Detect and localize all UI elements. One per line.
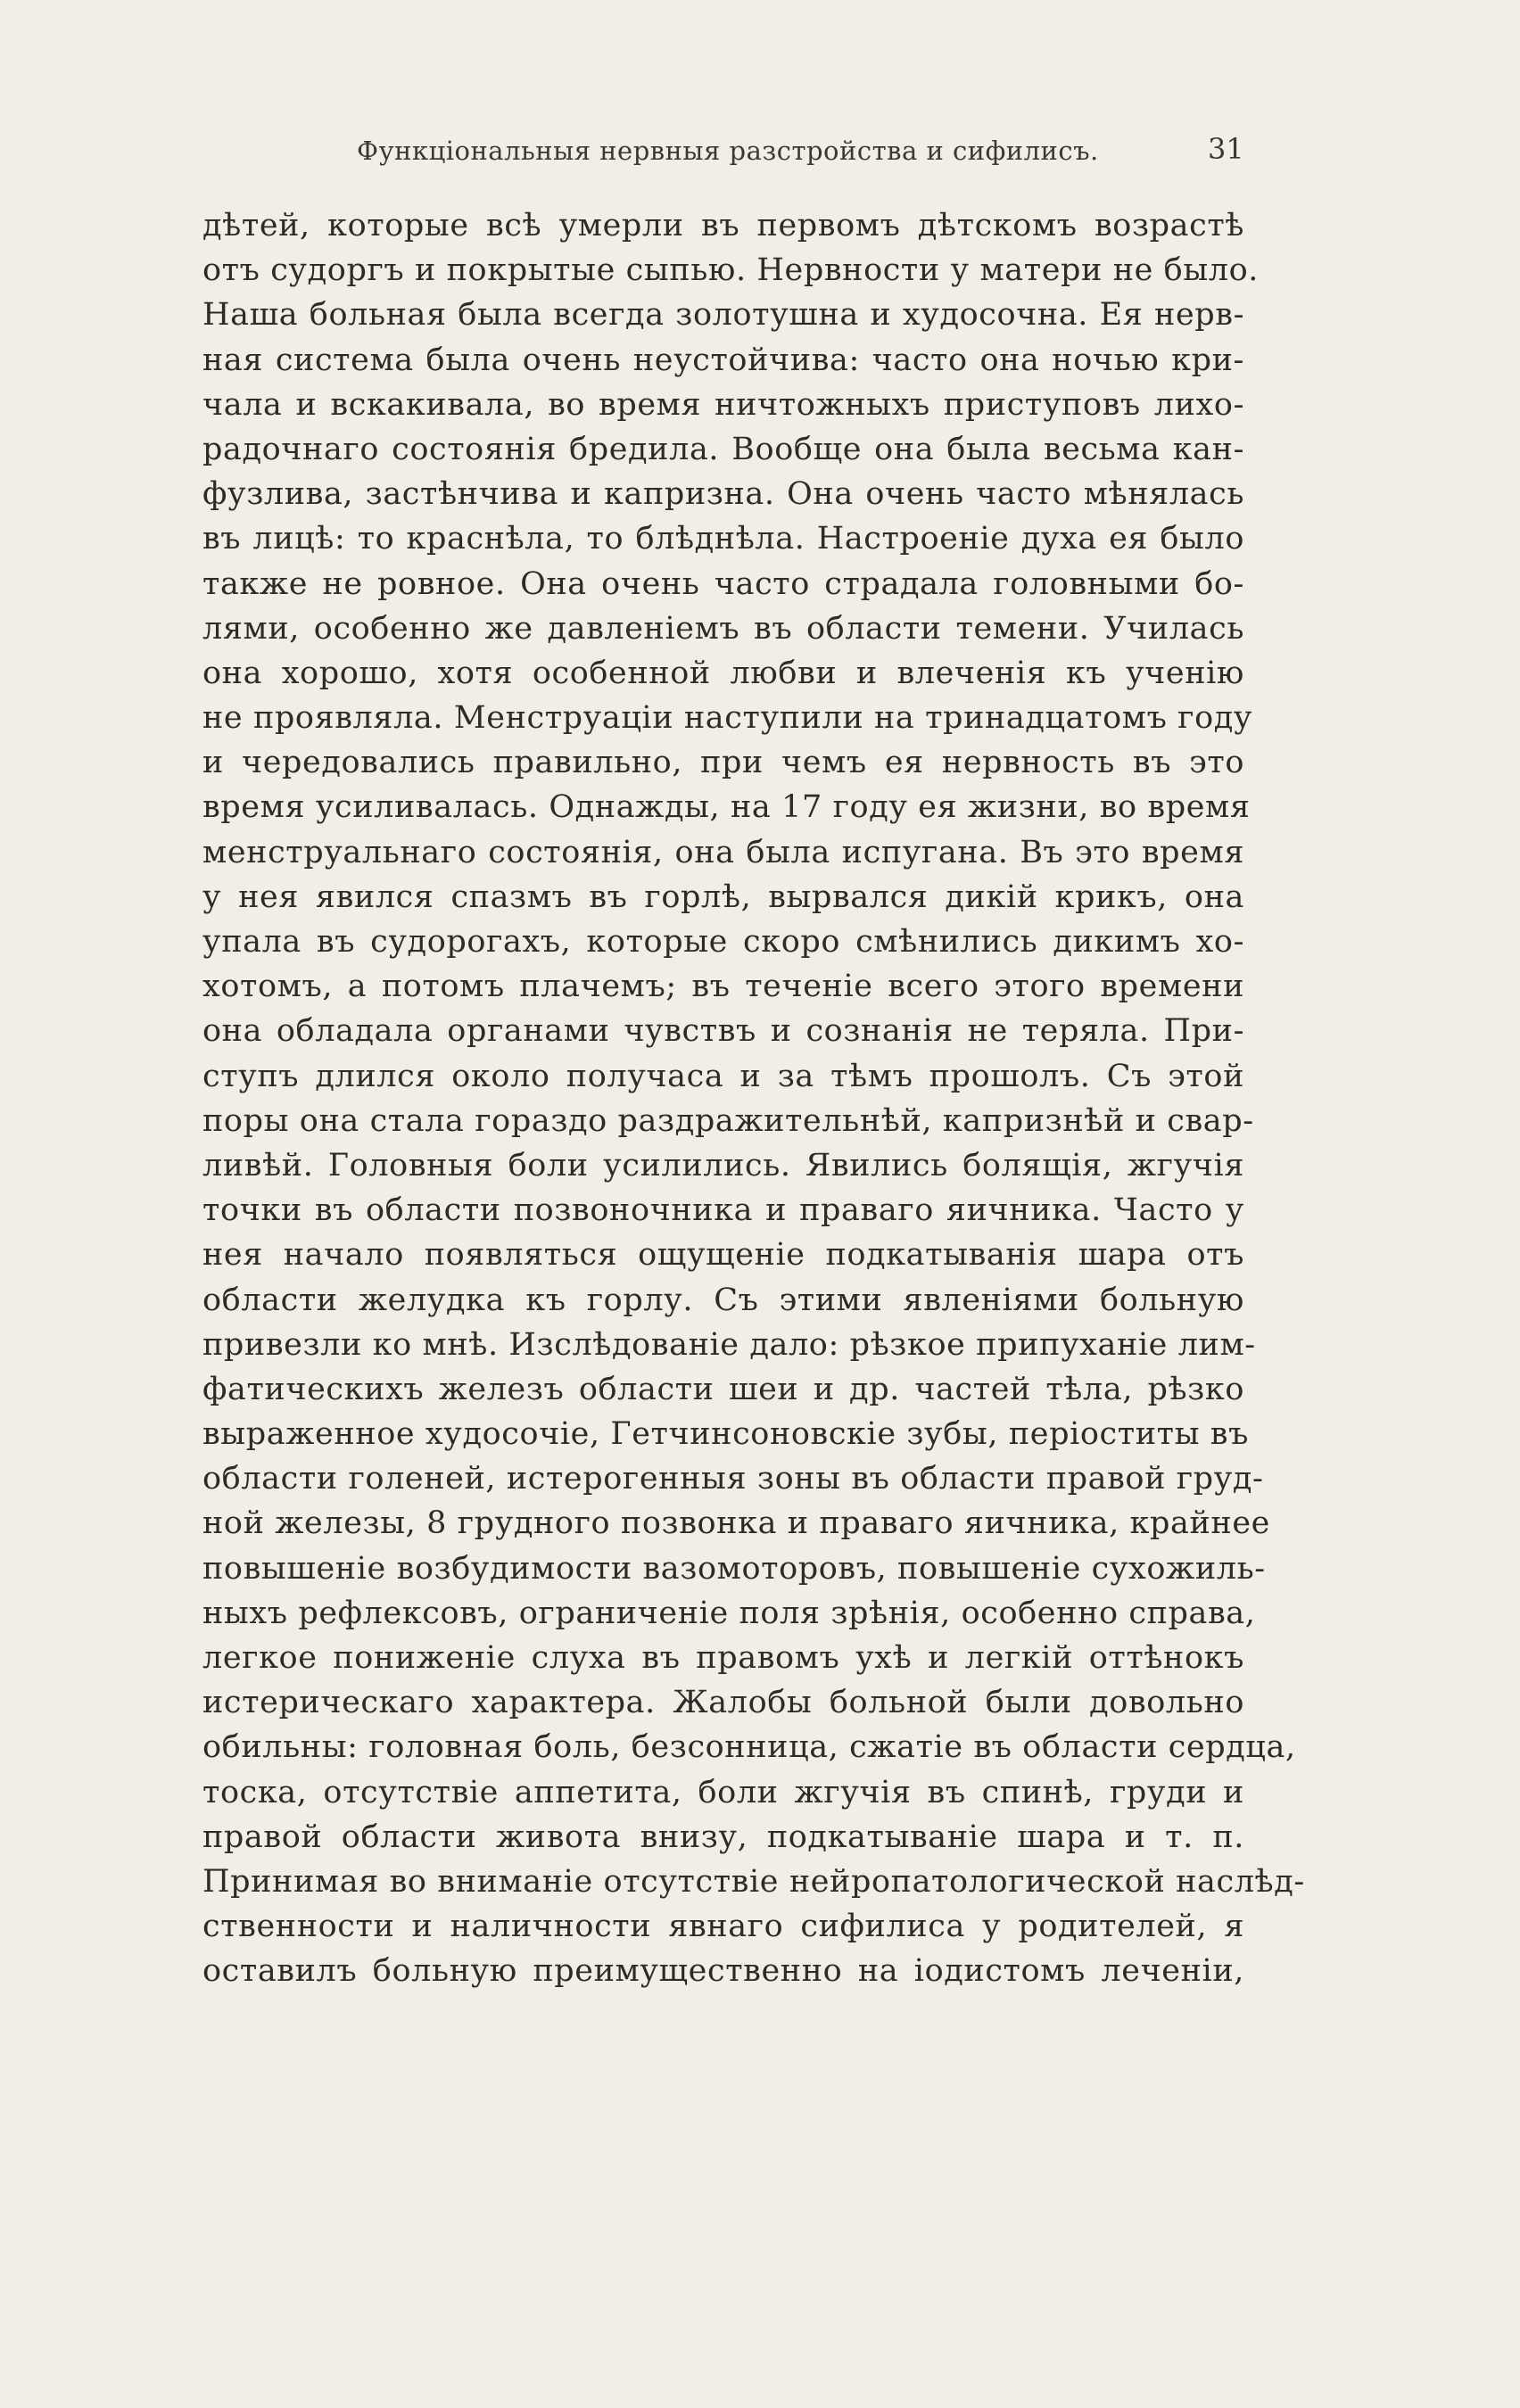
- text-line: отъ судоргъ и покрытые сыпью. Нервности у матери не было.: [202, 252, 1260, 289]
- text-line: оставилъ больную преимущественно на іодистомъ леченіи,: [202, 1953, 1244, 1990]
- text-line: радочнаго состоянія бредила. Вообще она была весьма кан-: [202, 431, 1244, 467]
- text-line: обильны: головная боль, безсонница, сжатіе въ области сердца,: [202, 1729, 1296, 1766]
- text-line: легкое пониженіе слуха въ правомъ ухѣ и легкій оттѣнокъ: [202, 1640, 1244, 1676]
- text-line: ливѣй. Головныя боли усилились. Явились болящія, жгучія: [202, 1147, 1244, 1183]
- text-line: выраженное худосочіе, Гетчинсоновскіе зубы, періоститы въ: [202, 1416, 1249, 1453]
- page-number: 31: [1208, 132, 1244, 166]
- running-title: Функціональныя нервныя разстройства и сифилисъ.: [357, 136, 1099, 166]
- text-line: правой области живота внизу, подкатываніе шара и т. п.: [202, 1818, 1244, 1855]
- text-line: упала въ судорогахъ, которые скоро смѣнились дикимъ хо-: [202, 924, 1244, 960]
- text-line: ной железы, 8 грудного позвонка и праваго яичника, крайнее: [202, 1505, 1270, 1542]
- text-line: Наша больная была всегда золотушна и худосочна. Ея нерв-: [202, 297, 1244, 334]
- text-line: она хорошо, хотя особенной любви и влеченія къ ученію: [202, 655, 1244, 691]
- text-line: истерическаго характера. Жалобы больной были довольно: [202, 1685, 1244, 1721]
- text-line: фузлива, застѣнчива и капризна. Она очень часто мѣнялась: [202, 476, 1244, 513]
- text-line: нея начало появляться ощущеніе подкатыванія шара отъ: [202, 1237, 1244, 1274]
- text-line: менструальнаго состоянія, она была испугана. Въ это время: [202, 834, 1244, 870]
- text-line: поры она стала гораздо раздражительнѣй, капризнѣй и свар-: [202, 1102, 1254, 1139]
- text-line: въ лицѣ: то краснѣла, то блѣднѣла. Настроеніе духа ея было: [202, 521, 1244, 557]
- text-line: время усиливалась. Однажды, на 17 году ея жизни, во время: [202, 789, 1251, 826]
- text-line: дѣтей, которые всѣ умерли въ первомъ дѣтскомъ возрастѣ: [202, 208, 1244, 243]
- text-line: лями, особенно же давленіемъ въ области темени. Училась: [202, 610, 1244, 647]
- text-line: также не ровное. Она очень часто страдала головными бо-: [202, 565, 1244, 602]
- text-line: ныхъ рефлексовъ, ограниченіе поля зрѣнія, особенно справа,: [202, 1595, 1256, 1631]
- text-line: ная система была очень неустойчива: часто она ночью кри-: [202, 342, 1244, 378]
- text-line: и чередовались правильно, при чемъ ея нервность въ это: [202, 745, 1244, 781]
- text-line: хотомъ, а потомъ плачемъ; въ теченіе всего этого времени: [202, 969, 1244, 1005]
- text-line: тоска, отсутствіе аппетита, боли жгучія въ спинѣ, груди и: [202, 1774, 1244, 1810]
- text-line: Принимая во вниманіе отсутствіе нейропатологической наслѣд-: [202, 1863, 1305, 1900]
- text-line: ственности и наличности явнаго сифилиса у родителей, я: [202, 1909, 1244, 1945]
- text-line: она обладала органами чувствъ и сознанія не теряла. При-: [202, 1013, 1244, 1050]
- text-line: ступъ длился около получаса и за тѣмъ прошолъ. Съ этой: [202, 1058, 1244, 1094]
- text-line: области желудка къ горлу. Съ этими явленіями больную: [202, 1282, 1244, 1318]
- text-line: фатическихъ железъ области шеи и др. частей тѣла, рѣзко: [202, 1371, 1244, 1407]
- text-line: чала и вскакивала, во время ничтожныхъ приступовъ лихо-: [202, 386, 1244, 423]
- text-line: области голеней, истерогенныя зоны въ области правой груд-: [202, 1461, 1264, 1497]
- body-text: [202, 203, 1305, 1994]
- text-line: повышеніе возбудимости вазомоторовъ, повышеніе сухожиль-: [202, 1550, 1266, 1587]
- text-line: привезли ко мнѣ. Изслѣдованіе дало: рѣзкое припуханіе лим-: [202, 1326, 1256, 1363]
- text-line: точки въ области позвоночника и праваго яичника. Часто у: [202, 1192, 1244, 1229]
- text-line: у нея явился спазмъ въ горлѣ, вырвался дикій крикъ, она: [202, 878, 1244, 915]
- text-line: не проявляла. Менструаціи наступили на тринадцатомъ году: [202, 700, 1253, 737]
